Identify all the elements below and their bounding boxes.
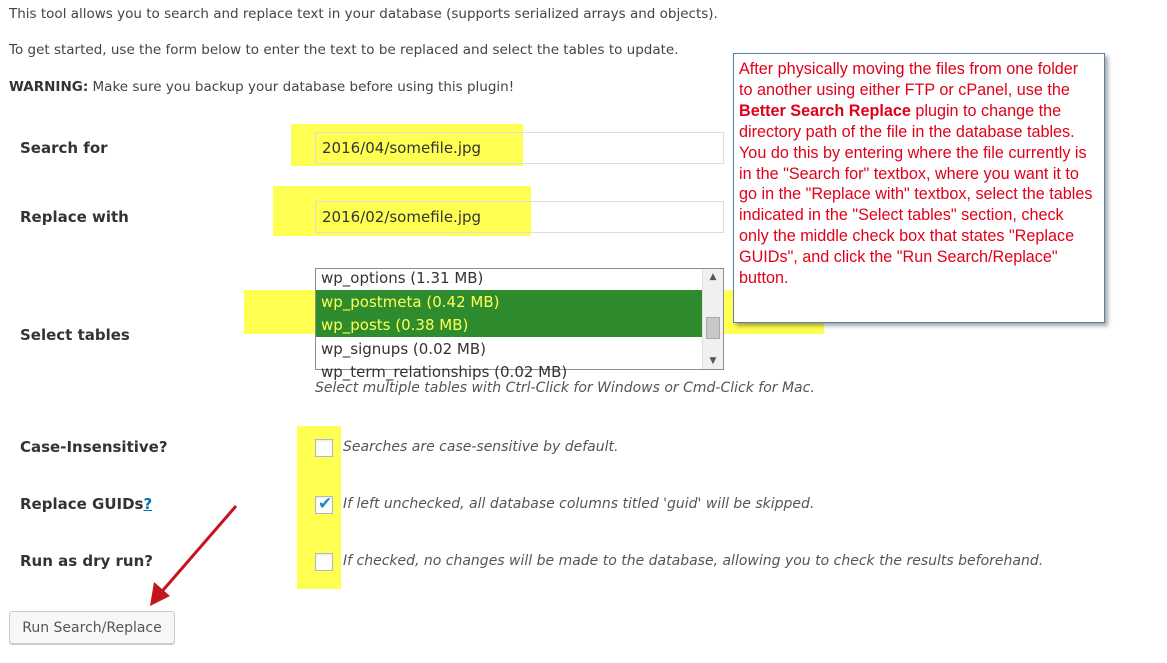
instruction-callout bbox=[733, 53, 1105, 323]
dry-run-checkbox[interactable] bbox=[315, 553, 333, 571]
scroll-down-icon[interactable]: ▼ bbox=[709, 356, 717, 366]
tables-listbox[interactable] bbox=[315, 268, 724, 381]
run-search-replace-button[interactable]: Run Search/Replace bbox=[9, 611, 175, 644]
case-label: Case-Insensitive? bbox=[20, 438, 168, 456]
replace-input[interactable] bbox=[315, 201, 724, 233]
guids-hint: If left unchecked, all database columns titled 'guid' will be skipped. bbox=[343, 496, 815, 512]
case-checkbox[interactable] bbox=[315, 439, 333, 457]
dry-run-hint: If checked, no changes will be made to the database, allowing you to check the results beforehand. bbox=[343, 553, 1044, 569]
guids-help-link[interactable]: ? bbox=[143, 495, 153, 513]
intro-line-1: This tool allows you to search and replace text in your database (supports serialized arrays and objects). bbox=[9, 6, 718, 22]
table-option-wp-posts[interactable]: wp_posts (0.38 MB) bbox=[316, 313, 702, 337]
guids-checkbox[interactable] bbox=[315, 496, 333, 514]
replace-label: Replace with bbox=[20, 208, 129, 226]
table-option-wp-options[interactable]: wp_options (1.31 MB) bbox=[321, 269, 484, 287]
search-label: Search for bbox=[20, 139, 108, 157]
table-option-wp-postmeta[interactable]: wp_postmeta (0.42 MB) bbox=[316, 290, 702, 314]
tables-label: Select tables bbox=[20, 326, 130, 344]
intro-line-2: To get started, use the form below to enter the text to be replaced and select the tables to update. bbox=[9, 42, 679, 58]
warning-text bbox=[9, 79, 514, 95]
scroll-up-icon[interactable]: ▲ bbox=[709, 272, 717, 282]
warning-label: WARNING: bbox=[9, 79, 89, 95]
tables-hint: Select multiple tables with Ctrl-Click for Windows or Cmd-Click for Mac. bbox=[315, 380, 815, 396]
guids-label-row bbox=[20, 495, 152, 513]
case-hint: Searches are case-sensitive by default. bbox=[343, 439, 619, 455]
tables-scrollbar[interactable] bbox=[702, 269, 723, 369]
guids-label: Replace GUIDs bbox=[20, 495, 144, 513]
callout-text-2: plugin to change the directory path of the file in the database tables. You do this by entering where the file currently is in the "Search for" textbox, where you want it to go in the "Replace with" textbox, select the tables indicated in the "Select tables" section, check only the middle check box that states "Replace GUIDs", and click the "Run Search/Replace" button. bbox=[739, 101, 1093, 288]
checkmark-icon: ✔ bbox=[318, 494, 333, 514]
search-input[interactable] bbox=[315, 132, 724, 164]
callout-text-1: After physically moving the files from one folder to another using either FTP or cPanel, use the bbox=[739, 60, 1079, 99]
warning-message: Make sure you backup your database before using this plugin! bbox=[88, 79, 515, 95]
table-option-wp-signups[interactable]: wp_signups (0.02 MB) bbox=[321, 340, 487, 358]
table-option-wp-term-relationships[interactable]: wp_term_relationships (0.02 MB) bbox=[321, 363, 568, 381]
red-arrow-icon bbox=[140, 500, 250, 610]
dry-run-label: Run as dry run? bbox=[20, 552, 153, 570]
callout-plugin-name: Better Search Replace bbox=[739, 101, 911, 120]
scroll-thumb[interactable] bbox=[706, 317, 720, 339]
